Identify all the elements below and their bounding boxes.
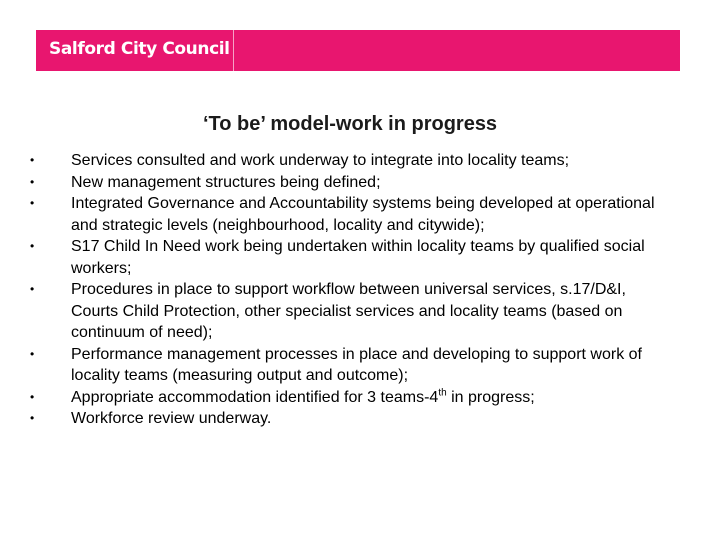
bullet-dot: • [30,282,35,296]
bullet-text: Performance management processes in place and developing to support work of locality teams (measuring output and outcome); [71,345,642,384]
header-bar [36,30,680,71]
bullet-item [0,193,661,236]
bullet-list [0,150,720,430]
bullet-text: New management structures being defined; [71,173,381,191]
bullet-dot: • [30,389,35,404]
bullet-dot: • [30,346,35,361]
bullet-dot: • [30,174,35,189]
slide-title: ‘To be’ model-work in progress [202,113,498,135]
bullet-text: Services consulted and work underway to integrate into locality teams; [71,152,570,169]
bullet-text-end: in progress; [446,388,535,406]
bullet-text: Integrated Governance and Accountability systems being developed at operational and strategic levels (neighbourhood, locality and citywide); [71,195,655,234]
bullet-item [0,408,661,430]
bullet-dot: • [30,411,35,425]
ordinal-suffix: th [438,387,447,399]
bullet-item [0,150,661,172]
bullet-text: Procedures in place to support workflow between universal services, s.17/D&I, Courts Child Protection, other specialist services and locality teams (based on continuum of need); [71,281,626,341]
bullet-item [0,236,661,279]
bullet-item [0,279,661,344]
bullet-dot: • [30,196,35,210]
bullet-dot: • [30,239,35,253]
bullet-text: S17 Child In Need work being undertaken within locality teams by qualified social workers; [71,238,645,277]
bullet-dot: • [30,153,35,167]
bullet-text-start: Appropriate accommodation identified for 3 teams-4 [71,388,439,406]
bullet-item [0,172,661,194]
council-logo-text: Salford City Council [49,39,230,59]
bullet-text [71,389,535,406]
bullet-item [0,344,661,387]
bullet-text: Workforce review underway. [71,410,272,427]
bullet-item [0,387,661,409]
council-logo [36,30,234,71]
